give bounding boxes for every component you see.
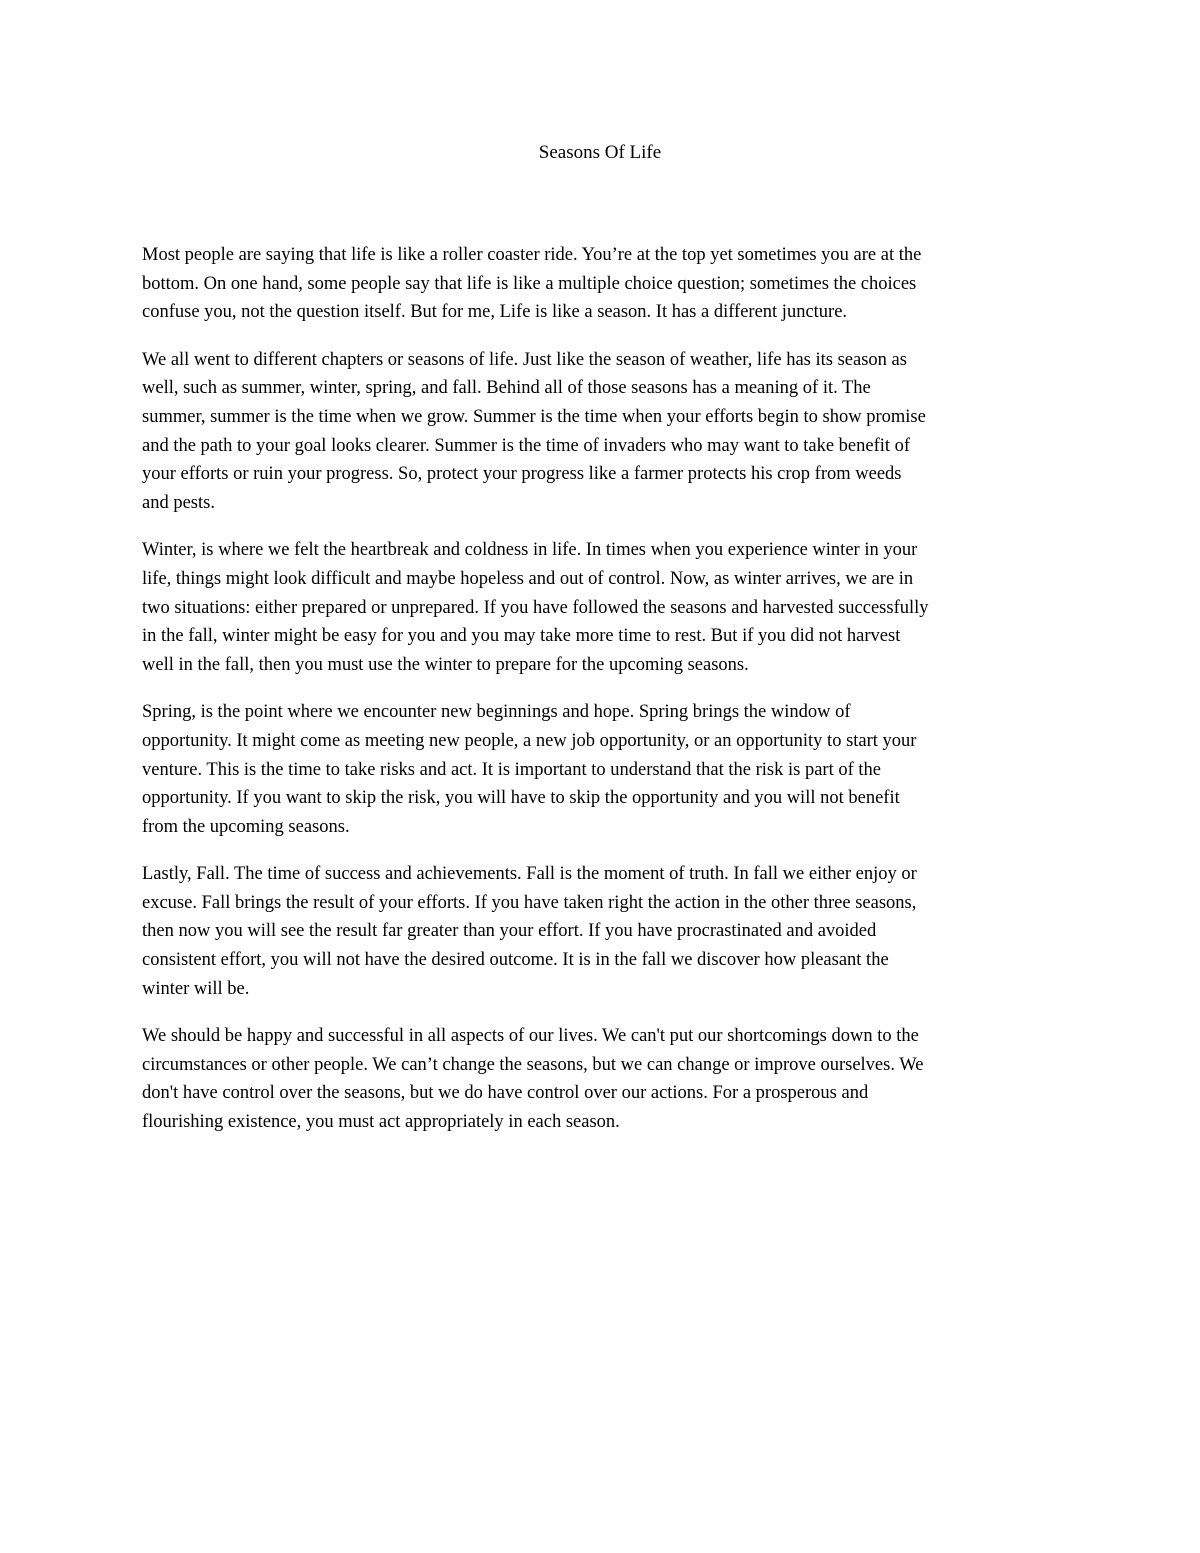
text-line: Lastly, Fall. The time of success and achievements. Fall is the moment of truth. In fall we either enjoy or <box>142 864 917 885</box>
text-line: and the path to your goal looks clearer. Summer is the time of invaders who may want to take benefit of <box>142 435 911 456</box>
paragraph-winter <box>142 536 1062 679</box>
text-line: opportunity. It might come as meeting new people, a new job opportunity, or an opportunity to start your <box>142 730 917 751</box>
text-line: We should be happy and successful in all aspects of our lives. We can't put our shortcomings down to the <box>142 1026 919 1047</box>
text-line: summer, summer is the time when we grow. Summer is the time when your efforts begin to show promise <box>142 406 926 427</box>
text-line: in the fall, winter might be easy for you and you may take more time to rest. But if you did not harvest <box>142 626 901 647</box>
paragraph-fall <box>142 860 1062 1003</box>
text-line: Most people are saying that life is like a roller coaster ride. You’re at the top yet sometimes you are at the <box>142 245 922 265</box>
text-line: bottom. On one hand, some people say that life is like a multiple choice question; sometimes the choices <box>142 273 917 294</box>
text-line: then now you will see the result far greater than your effort. If you have procrastinated and avoided <box>142 921 877 942</box>
text-line: flourishing existence, you must act appropriately in each season. <box>142 1112 620 1133</box>
text-line: venture. This is the time to take risks and act. It is important to understand that the risk is part of the <box>142 759 881 780</box>
paragraph-intro <box>142 241 1062 327</box>
text-line: opportunity. If you want to skip the risk, you will have to skip the opportunity and you will not benefit <box>142 788 900 809</box>
text-line: excuse. Fall brings the result of your efforts. If you have taken right the action in the other three seasons, <box>142 892 917 913</box>
text-line: life, things might look difficult and maybe hopeless and out of control. Now, as winter arrives, we are in <box>142 568 914 589</box>
text-line: winter will be. <box>142 978 250 999</box>
paragraph-summer <box>142 346 1062 518</box>
document-body <box>142 241 1062 1156</box>
paragraph-conclusion <box>142 1022 1062 1136</box>
text-line: We all went to different chapters or seasons of life. Just like the season of weather, life has its season as <box>142 349 907 370</box>
text-line: well, such as summer, winter, spring, and fall. Behind all of those seasons has a meaning of it. The <box>142 378 871 399</box>
text-line: consistent effort, you will not have the desired outcome. It is in the fall we discover how pleasant the <box>142 950 889 971</box>
text-line: Spring, is the point where we encounter new beginnings and hope. Spring brings the window of <box>142 702 851 723</box>
paragraph-spring <box>142 698 1062 841</box>
text-line: your efforts or ruin your progress. So, protect your progress like a farmer protects his crop from weeds <box>142 464 902 485</box>
text-line: two situations: either prepared or unprepared. If you have followed the seasons and harvested successfully <box>142 597 929 618</box>
document-title: Seasons Of Life <box>538 142 662 163</box>
text-line: Winter, is where we felt the heartbreak and coldness in life. In times when you experience winter in your <box>142 540 918 561</box>
text-line: don't have control over the seasons, but we do have control over our actions. For a prosperous and <box>142 1083 869 1104</box>
text-line: well in the fall, then you must use the winter to prepare for the upcoming seasons. <box>142 654 749 675</box>
text-line: from the upcoming seasons. <box>142 816 350 837</box>
text-line: and pests. <box>142 492 215 513</box>
text-line: confuse you, not the question itself. But for me, Life is like a season. It has a different juncture. <box>142 302 848 323</box>
text-line: circumstances or other people. We can’t change the seasons, but we can change or improve ourselves. We <box>142 1054 924 1075</box>
